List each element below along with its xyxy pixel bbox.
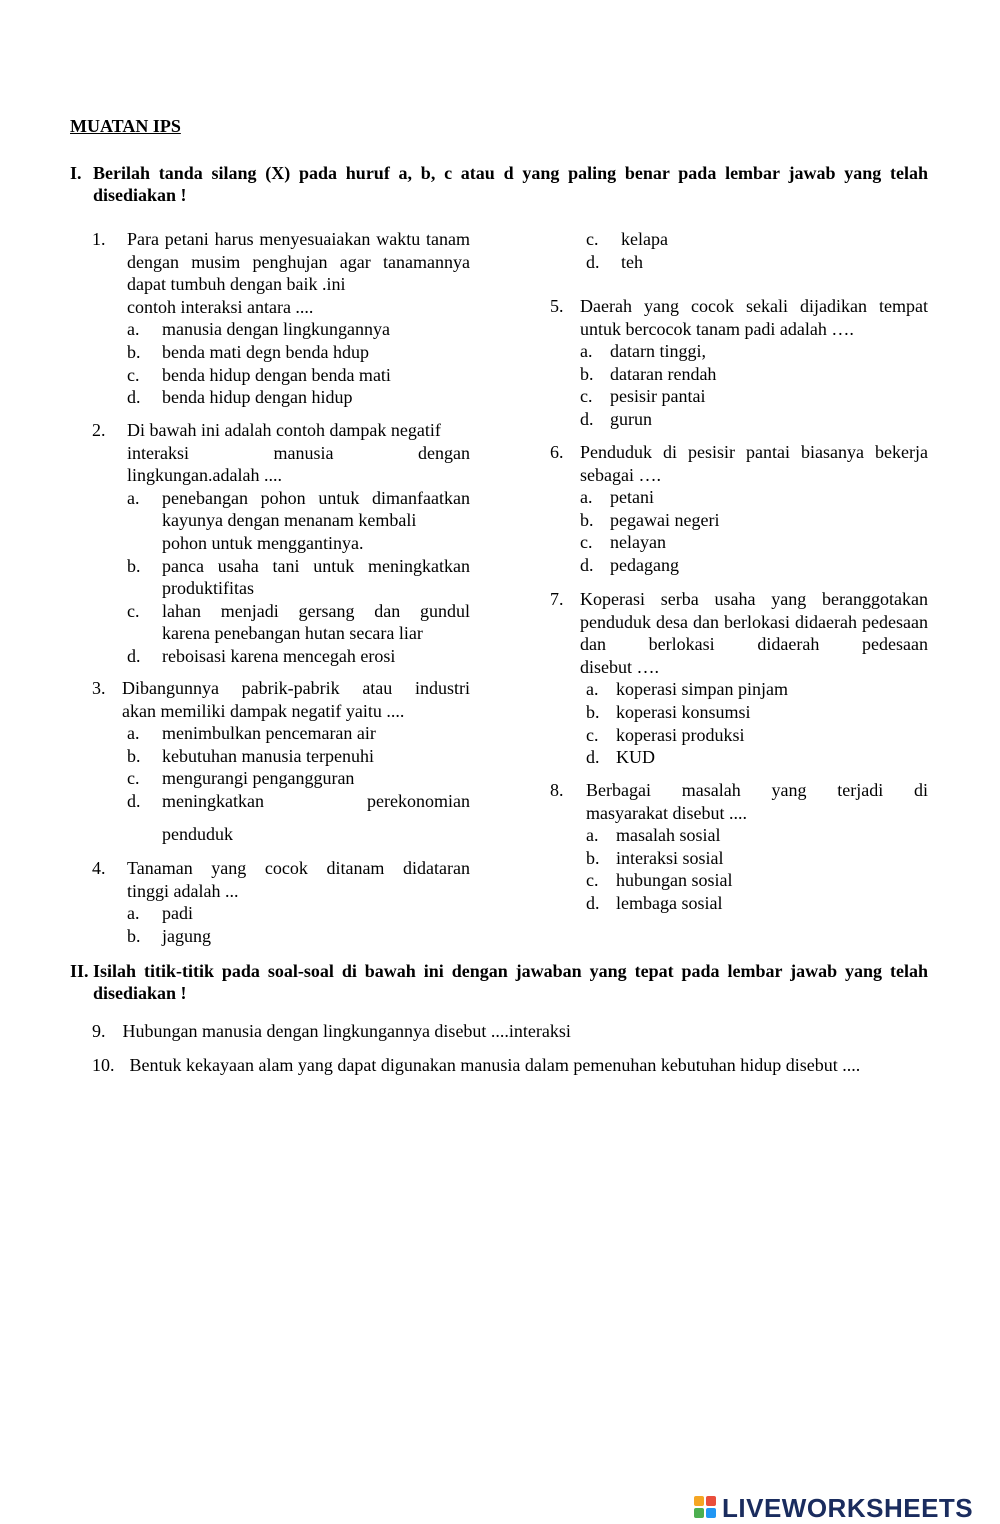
option-text: kebutuhan manusia terpenuhi [162, 745, 374, 766]
question-number: 1. [92, 229, 106, 249]
option-text: koperasi produksi [616, 724, 745, 745]
option-text: manusia dengan lingkungannya [162, 319, 390, 340]
option-letter: a. [580, 487, 593, 508]
option-letter: d. [586, 747, 600, 768]
option-text: kelapa [621, 229, 668, 249]
section-1-instruction [70, 162, 928, 206]
option-letter: c. [580, 386, 593, 407]
option-d[interactable] [127, 790, 470, 813]
option-letter: d. [580, 554, 594, 575]
option-text [162, 600, 470, 645]
question-7 [550, 588, 928, 769]
option-d[interactable] [580, 408, 928, 431]
option-text: nelayan [610, 532, 666, 553]
question-number: 3. [92, 678, 106, 698]
option-text: datarn tinggi, [610, 341, 706, 362]
option-text-cont: produktifitas [162, 578, 254, 599]
question-text: Koperasi serba usaha yang beranggotakan penduduk desa dan berlokasi didaerah pedesaan dan berlokasi didaerah pedesaan [580, 589, 928, 655]
option-c[interactable] [580, 531, 928, 554]
option-b[interactable] [580, 509, 928, 532]
option-letter: d. [127, 645, 141, 666]
question-number: 4. [92, 858, 106, 878]
option-letter: b. [127, 341, 141, 362]
option-b[interactable] [580, 363, 928, 386]
option-b[interactable] [586, 701, 928, 724]
question-6 [550, 441, 928, 577]
question-text: Dibangunnya pabrik-pabrik atau industri [122, 678, 470, 698]
question-number: 10. [92, 1055, 115, 1075]
option-letter: d. [580, 408, 594, 429]
option-text-main: penebangan pohon untuk dimanfaatkan kayunya dengan menanam kembali [162, 487, 470, 531]
question-number: 2. [92, 420, 106, 440]
option-c[interactable] [586, 228, 928, 251]
option-d[interactable] [586, 892, 928, 915]
option-text: mengurangi pengangguran [162, 768, 355, 789]
question-4 [92, 857, 470, 947]
option-text: koperasi konsumsi [616, 701, 751, 722]
question-text-line2: interaksi manusia dengan [127, 442, 470, 463]
section-1-text: Berilah tanda silang (X) pada huruf a, b, c atau d yang paling benar pada lembar jawab yang telah disediakan ! [93, 163, 928, 205]
option-text: pesisir pantai [610, 386, 706, 407]
option-text: teh [621, 251, 643, 272]
option-d[interactable] [586, 251, 928, 274]
logo-text: LIVEWORKSHEETS [722, 1492, 974, 1523]
section-2-text: Isilah titik-titik pada soal-soal di bawah ini dengan jawaban yang tepat pada lembar jawab yang telah disediakan ! [93, 961, 928, 1003]
option-letter: b. [127, 925, 141, 946]
option-text-main: panca usaha tani untuk meningkatkan [162, 555, 470, 576]
question-3 [92, 677, 470, 845]
option-letter: c. [127, 364, 140, 385]
option-text: padi [162, 903, 193, 924]
option-text: dataran rendah [610, 363, 717, 384]
option-letter: a. [586, 825, 599, 846]
option-letter: a. [586, 679, 599, 700]
option-letter: c. [127, 600, 140, 621]
question-text: Para petani harus menyesuaiakan waktu tanam dengan musim penghujan agar tanamannya dapat tumbuh dengan baik .ini [127, 229, 470, 295]
option-c[interactable] [586, 869, 928, 892]
option-text [162, 555, 470, 600]
option-b[interactable] [127, 555, 470, 600]
section-2-number: II. [70, 961, 89, 981]
question-1 [92, 228, 470, 409]
option-letter: b. [586, 701, 600, 722]
option-letter: a. [127, 319, 140, 340]
option-text: reboisasi karena mencegah erosi [162, 645, 396, 666]
option-letter: d. [127, 387, 141, 408]
question-number: 9. [92, 1021, 106, 1041]
option-c[interactable] [127, 364, 470, 387]
option-b[interactable] [127, 745, 470, 768]
option-letter: b. [127, 555, 141, 576]
option-d[interactable] [580, 554, 928, 577]
option-text-main: lahan menjadi gersang dan gundul [162, 600, 470, 621]
liveworksheets-logo [694, 1493, 973, 1523]
option-letter: b. [580, 363, 594, 384]
option-letter: a. [127, 723, 140, 744]
question-text: Daerah yang cocok sekali dijadikan tempat [580, 296, 928, 316]
option-c[interactable] [127, 600, 470, 645]
option-b[interactable] [586, 847, 928, 870]
question-text-last: contoh interaksi antara .... [127, 296, 314, 317]
option-text: pegawai negeri [610, 509, 720, 530]
option-text: petani [610, 487, 654, 508]
section-2-instruction [70, 960, 928, 1004]
question-text-last: untuk bercocok tanam padi adalah …. [580, 318, 854, 339]
option-letter: b. [586, 847, 600, 868]
option-b[interactable] [127, 925, 470, 948]
option-a[interactable] [127, 487, 470, 555]
option-d[interactable] [127, 386, 470, 409]
option-text: lembaga sosial [616, 892, 723, 913]
option-letter: a. [127, 903, 140, 924]
question-8 [550, 779, 928, 915]
option-letter: c. [586, 229, 599, 249]
option-b[interactable] [127, 341, 470, 364]
question-text: Hubungan manusia dengan lingkungannya disebut ....interaksi [122, 1021, 571, 1041]
option-text [162, 487, 470, 555]
option-c[interactable] [586, 724, 928, 747]
option-d[interactable] [127, 645, 470, 668]
question-text-last: masyarakat disebut .... [586, 802, 747, 823]
option-d[interactable] [586, 746, 928, 769]
option-text: koperasi simpan pinjam [616, 679, 788, 700]
question-text: Penduduk di pesisir pantai biasanya bekerja [580, 442, 928, 462]
question-9 [92, 1020, 928, 1042]
option-text: gurun [610, 408, 652, 429]
question-text: Tanaman yang cocok ditanam didataran [127, 858, 470, 878]
option-a[interactable] [127, 722, 470, 745]
option-letter: c. [127, 768, 140, 789]
question-number: 8. [550, 780, 564, 800]
logo-mark-icon [694, 1496, 718, 1520]
question-4-continued [556, 228, 928, 273]
question-10 [92, 1054, 928, 1076]
option-c[interactable] [127, 767, 470, 790]
option-letter: b. [127, 745, 141, 766]
option-text-cont: pohon untuk menggantinya. [162, 532, 364, 553]
question-text-last: disebut …. [580, 656, 659, 677]
option-letter: b. [580, 509, 594, 530]
question-text: Berbagai masalah yang terjadi di [586, 780, 928, 800]
option-d-continuation [127, 823, 470, 846]
option-text: meningkatkan perekonomian [162, 790, 470, 811]
question-text-last: tinggi adalah ... [127, 880, 239, 901]
question-text-last: akan memiliki dampak negatif yaitu .... [122, 700, 405, 721]
option-letter: a. [580, 341, 593, 362]
option-a[interactable] [586, 678, 928, 701]
option-text: penduduk [162, 823, 233, 844]
question-number: 7. [550, 589, 564, 609]
option-text: benda hidup dengan hidup [162, 387, 353, 408]
option-letter: d. [586, 251, 600, 272]
option-text: benda hidup dengan benda mati [162, 364, 391, 385]
option-text: pedagang [610, 554, 679, 575]
question-5 [550, 295, 928, 431]
question-text: Di bawah ini adalah contoh dampak negatif [127, 420, 441, 440]
option-letter: c. [580, 532, 593, 553]
option-text: menimbulkan pencemaran air [162, 723, 376, 744]
question-text-line3: lingkungan.adalah .... [127, 465, 282, 486]
option-letter: c. [586, 724, 599, 745]
question-number: 5. [550, 296, 564, 316]
option-text: masalah sosial [616, 825, 721, 846]
option-a[interactable] [580, 486, 928, 509]
option-text: interaksi sosial [616, 847, 724, 868]
option-letter: d. [127, 790, 141, 811]
option-a[interactable] [580, 340, 928, 363]
question-text: Bentuk kekayaan alam yang dapat digunakan manusia dalam pemenuhan kebutuhan hidup disebut .... [129, 1055, 861, 1075]
option-text: KUD [616, 747, 655, 768]
option-a[interactable] [586, 824, 928, 847]
question-2 [92, 419, 470, 668]
option-text: benda mati degn benda hdup [162, 341, 369, 362]
option-a[interactable] [127, 902, 470, 925]
page-title: MUATAN IPS [70, 116, 181, 136]
section-1-number: I. [70, 163, 82, 183]
question-text-last: sebagai …. [580, 464, 661, 485]
question-number: 6. [550, 442, 564, 462]
option-a[interactable] [127, 318, 470, 341]
option-text: jagung [162, 925, 211, 946]
option-c[interactable] [580, 385, 928, 408]
option-text-cont: karena penebangan hutan secara liar [162, 623, 423, 644]
option-letter: d. [586, 892, 600, 913]
option-letter: a. [127, 487, 140, 508]
option-letter: c. [586, 870, 599, 891]
option-text: hubungan sosial [616, 870, 733, 891]
